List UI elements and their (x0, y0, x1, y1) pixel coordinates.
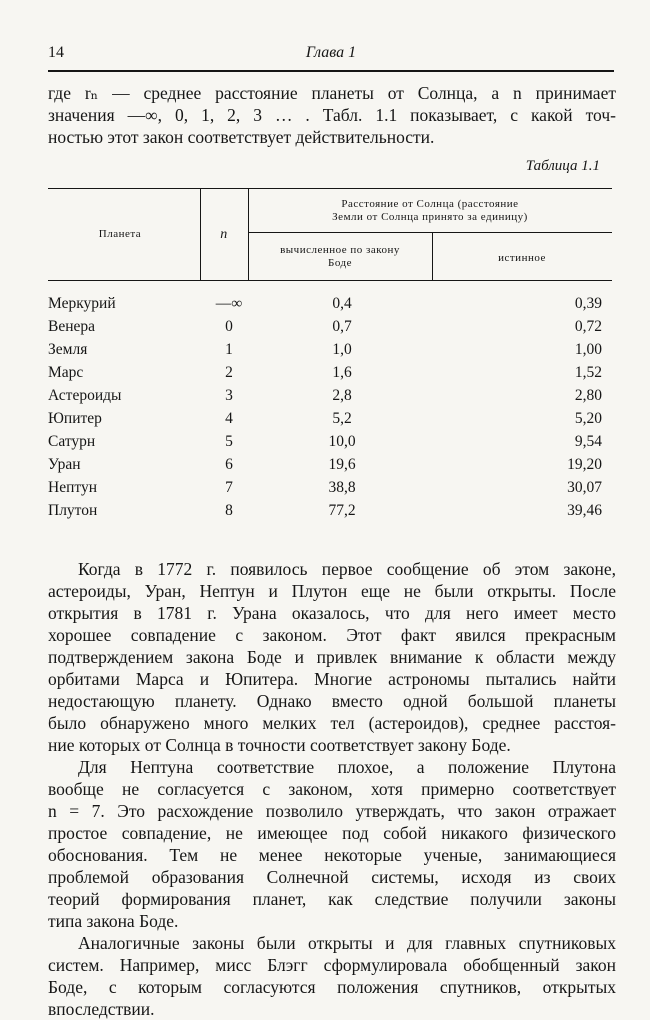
col-header-planet: Планета (98, 228, 142, 240)
text-line: астероиды, Уран, Нептун и Плутон еще не были открыты. После (48, 581, 616, 601)
text-line: теорий формирования планет, как следствие получили законы (48, 889, 616, 909)
text-line: недостающую планету. Однако вместо одной большой планеты (48, 691, 616, 711)
text-line: Когда в 1772 г. появилось первое сообщение об этом законе, (78, 559, 616, 579)
cell-planet: Нептун (48, 479, 97, 496)
cell-n: —∞ (215, 295, 243, 312)
cell-actual: 2,80 (574, 387, 602, 404)
cell-computed: 0,4 (332, 295, 352, 312)
cell-planet: Венера (48, 318, 96, 335)
cell-n: 0 (225, 318, 233, 335)
cell-planet: Земля (48, 341, 88, 358)
text-line: Для Нептуна соответствие плохое, а положение Плутона (78, 757, 616, 777)
table-row (48, 341, 612, 364)
cell-n: 5 (225, 433, 233, 450)
cell-computed: 77,2 (328, 502, 356, 519)
text-line: Боде, с которым согласуются положения спутников, открытых (48, 977, 616, 997)
text-line: орбитами Марса и Юпитера. Многие астрономы пытались найти (48, 669, 616, 689)
intro-paragraph (48, 82, 616, 148)
cell-computed: 10,0 (328, 433, 356, 450)
cell-n: 1 (225, 341, 233, 358)
cell-computed: 19,6 (328, 456, 356, 473)
text-line: ние которых от Солнца в точности соответствует закону Боде. (48, 735, 511, 755)
cell-n: 6 (225, 456, 233, 473)
cell-planet: Астероиды (48, 387, 122, 404)
text-line: открытия в 1781 г. Урана оказалось, что для него имеет место (48, 603, 616, 623)
text-line: типа закона Боде. (48, 911, 179, 931)
table-row (48, 410, 612, 433)
table-top-rule (48, 188, 612, 189)
cell-computed: 38,8 (328, 479, 356, 496)
col-header-distance-line: Земли от Солнца принято за единицу) (332, 211, 528, 223)
text-line: впоследствии. (48, 999, 155, 1019)
cell-actual: 5,20 (574, 410, 602, 427)
table-col-divider (248, 188, 249, 280)
table-row (48, 387, 612, 410)
intro-line: ностью этот закон соответствует действительности. (48, 127, 435, 147)
cell-n: 7 (225, 479, 233, 496)
cell-actual: 1,52 (574, 364, 602, 381)
cell-actual: 30,07 (567, 479, 602, 496)
page-number: 14 (48, 44, 64, 61)
col-header-computed-line: Боде (328, 257, 352, 269)
table-row (48, 502, 612, 525)
cell-actual: 39,46 (567, 502, 602, 519)
intro-line: значения —∞, 0, 1, 2, 3 … . Табл. 1.1 показывает, с какой точ- (48, 105, 616, 125)
table-body (48, 295, 612, 525)
table-subheader-rule (248, 232, 612, 233)
page-header (48, 44, 614, 72)
table-row (48, 295, 612, 318)
col-header-n: n (220, 227, 228, 242)
cell-planet: Меркурий (48, 295, 116, 312)
cell-planet: Сатурн (48, 433, 96, 450)
cell-computed: 0,7 (332, 318, 352, 335)
text-line: проблемой образования Солнечной системы, исходя из своих (48, 867, 616, 887)
cell-computed: 5,2 (332, 410, 352, 427)
cell-n: 4 (225, 410, 233, 427)
table-col-divider (200, 188, 201, 280)
cell-actual: 1,00 (574, 341, 602, 358)
text-line: n = 7. Это расхождение позволило утверждать, что закон отражает (48, 801, 616, 821)
text-line: систем. Например, мисс Блэгг сформулировала обобщенный закон (48, 955, 616, 975)
cell-actual: 0,72 (574, 318, 602, 335)
cell-computed: 1,0 (332, 341, 352, 358)
col-header-distance-line: Расстояние от Солнца (расстояние (341, 198, 519, 210)
intro-line: где rₙ — среднее расстояние планеты от Солнца, а n принимает (48, 83, 616, 103)
table-row (48, 364, 612, 387)
col-header-actual: истинное (498, 252, 546, 264)
cell-n: 3 (225, 387, 233, 404)
table-row (48, 433, 612, 456)
col-header-computed (252, 244, 428, 270)
cell-actual: 19,20 (567, 456, 602, 473)
paragraph (48, 756, 616, 932)
cell-computed: 1,6 (332, 364, 352, 381)
cell-actual: 0,39 (574, 295, 602, 312)
col-header-distance (252, 198, 608, 224)
cell-planet: Уран (48, 456, 81, 473)
cell-planet: Плутон (48, 502, 98, 519)
table-header-rule (48, 280, 612, 281)
text-line: Аналогичные законы были открыты и для главных спутниковых (78, 933, 616, 953)
text-line: хорошее совпадение с законом. Этот факт явился прекрасным (48, 625, 616, 645)
cell-actual: 9,54 (574, 433, 602, 450)
paragraph (48, 932, 616, 1020)
body-text (48, 558, 616, 1020)
cell-n: 2 (225, 364, 233, 381)
table-caption: Таблица 1.1 (525, 158, 600, 174)
cell-planet: Марс (48, 364, 84, 381)
table-row (48, 479, 612, 502)
cell-computed: 2,8 (332, 387, 352, 404)
table-row (48, 456, 612, 479)
text-line: подтверждением закона Боде и привлек внимание к области между (48, 647, 616, 667)
text-line: обоснования. Тем не менее некоторые ученые, занимающиеся (48, 845, 616, 865)
running-head: Глава 1 (305, 44, 357, 61)
cell-n: 8 (225, 502, 233, 519)
table-col-divider (432, 232, 433, 280)
text-line: простое совпадение, не имеющее под собой никакого физического (48, 823, 616, 843)
col-header-computed-line: вычисленное по закону (280, 244, 400, 256)
text-line: вообще не согласуется с законом, хотя примерно соответствует (48, 779, 616, 799)
cell-planet: Юпитер (48, 410, 102, 427)
paragraph (48, 558, 616, 756)
text-line: было обнаружено много мелких тел (астероидов), среднее расстоя- (48, 713, 616, 733)
table-row (48, 318, 612, 341)
